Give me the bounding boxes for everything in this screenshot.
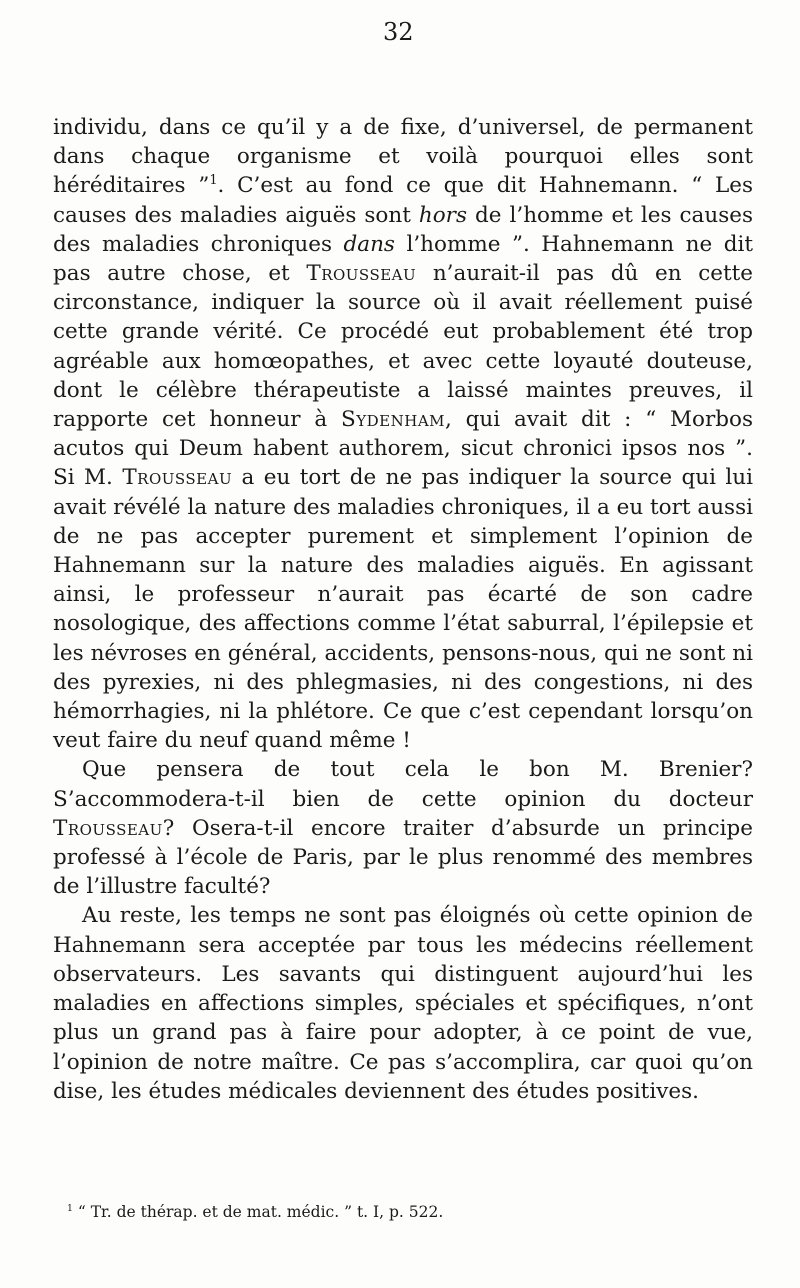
italic-text: dans <box>343 231 395 257</box>
text-run: , qui avait dit : “ Morbos acutos qui Deum habent authorem, sicut chronici ipsos nos ”. Si M. <box>53 407 753 491</box>
text-run: . C’est au fond ce que dit Hahnemann. “ Les causes des maladies aiguës sont <box>53 173 753 228</box>
text-run: Au reste, les temps ne sont pas éloignés où cette opinion de Hahnemann sera acceptée par tous les médecins réellement observateurs. Les savants qui distinguent aujourd’hui les maladies en affections simples, spéciales et spécifiques, n’ont plus un grand pas à faire pour adopter, à ce point de vue, l’opinion de notre maître. Ce pas s’accomplira, car quoi qu’on dise, les études médicales deviennent des études positives. <box>53 903 753 1104</box>
author-name: Sydenham <box>341 407 446 433</box>
paragraph <box>53 901 753 1105</box>
author-name: Trousseau <box>122 465 233 491</box>
author-name: Trousseau <box>53 815 163 841</box>
page-number: 32 <box>383 18 414 46</box>
body-text <box>53 113 753 1106</box>
footnote-marker: 1 <box>67 1202 73 1214</box>
italic-text: hors <box>418 202 467 228</box>
text-run: a eu tort de ne pas indiquer la source qui lui avait révélé la nature des maladies chroniques, il a eu tort aussi de ne pas accepter purement et simplement l’opinion de Hahnemann sur la nature des maladies aiguës. En agissant ainsi, le professeur n’aurait pas écarté de son cadre nosologique, des affections comme l’état saburral, l’épilepsie et les névroses en général, accidents, pensons-nous, qui ne sont ni des pyrexies, ni des phlegmasies, ni des congestions, ni des hémorrhagies, ni la phlétore. Ce que c’est cependant lorsqu’on veut faire du neuf quand même ! <box>53 465 753 754</box>
footnote-ref: 1 <box>209 173 218 189</box>
paragraph <box>53 755 753 901</box>
text-run: Que pensera de tout cela le bon M. Brenier? S’accommodera-t-il bien de cette opinion du docteur <box>53 757 753 812</box>
text-run: n’aurait-il pas dû en cette circonstance, indiquer la source où il avait réellement puisé cette grande vérité. Ce procédé eut probablement été trop agréable aux homœopathes, et avec cette loyauté douteuse, dont le célèbre thérapeutiste a laissé maintes preuves, il rapporte cet honneur à <box>53 261 753 433</box>
text-run: de l’homme et les causes des maladies chroniques <box>53 202 753 257</box>
text-run: l’homme ”. Hahnemann ne dit pas autre chose, et <box>53 231 753 287</box>
footnote <box>67 1202 747 1222</box>
text-run: individu, dans ce qu’il y a de fixe, d’universel, de permanent dans chaque organisme et voilà pourquoi elles sont héréditaires ” <box>53 115 753 199</box>
author-name: Trousseau <box>306 261 417 287</box>
footnote-text: “ Tr. de thérap. et de mat. médic. ” t. I, p. 522. <box>72 1203 444 1221</box>
paragraph <box>53 113 753 755</box>
text-run: ? Osera-t-il encore traiter d’absurde un principe professé à l’école de Paris, par le plus renommé des membres de l’illustre faculté? <box>53 815 753 900</box>
